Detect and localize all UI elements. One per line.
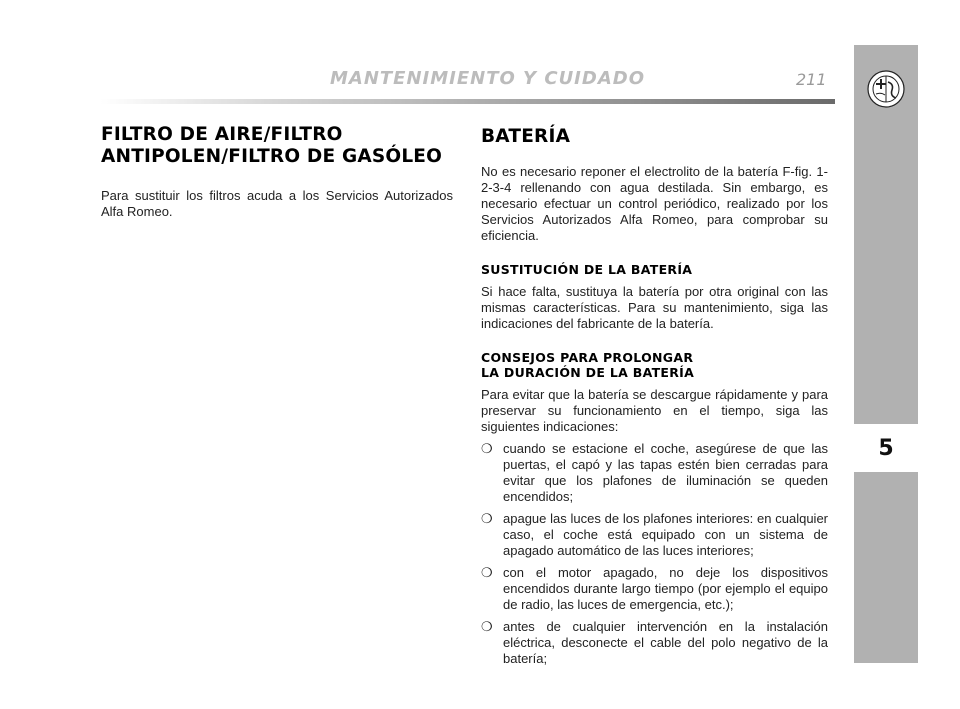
- heading-line: FILTRO DE AIRE/FILTRO: [101, 124, 343, 145]
- alfa-romeo-logo-icon: [867, 70, 905, 108]
- bullet-circle-icon: ❍: [481, 619, 493, 634]
- bullet-circle-icon: ❍: [481, 441, 493, 456]
- heading-line: ANTIPOLEN/FILTRO DE GASÓLEO: [101, 146, 443, 167]
- battery-intro-paragraph: No es necesario reponer el electrolito de la batería F-fig. 1-2-3-4 rellenando con agua destilada. Sin embargo, es necesario efectuar un control periódico, realizado por los Servicios Autorizados Alfa Romeo, para comprobar su eficiencia.: [481, 164, 828, 243]
- section-heading-filters: [101, 124, 453, 168]
- subheading-line: LA DURACIÓN DE LA BATERÍA: [481, 365, 695, 380]
- list-item-text: con el motor apagado, no deje los dispositivos encendidos durante largo tiempo (por ejemplo el equipo de radio, las luces de emergencia, etc.);: [503, 565, 828, 612]
- subheading-battery-replacement: SUSTITUCIÓN DE LA BATERÍA: [481, 262, 693, 277]
- running-header-title: MANTENIMIENTO Y CUIDADO: [330, 68, 645, 89]
- header-rule: [100, 99, 835, 104]
- list-item: [481, 619, 828, 667]
- list-item-text: cuando se estacione el coche, asegúrese de que las puertas, el capó y las tapas estén bien cerradas para evitar que los plafones de iluminación se queden encendidos;: [503, 441, 828, 504]
- subheading-line: CONSEJOS PARA PROLONGAR: [481, 350, 694, 365]
- right-column: [481, 124, 828, 673]
- section-heading-battery: BATERÍA: [481, 126, 571, 147]
- bullet-circle-icon: ❍: [481, 511, 493, 526]
- battery-replacement-paragraph: Si hace falta, sustituya la batería por otra original con las mismas características. Para su mantenimiento, siga las indicaciones del fabricante de la batería.: [481, 284, 828, 331]
- list-item-text: antes de cualquier intervención en la instalación eléctrica, desconecte el cable del polo negativo de la batería;: [503, 619, 828, 666]
- chapter-number-tab[interactable]: 5: [854, 424, 918, 472]
- list-item-text: apague las luces de los plafones interiores: en cualquier caso, el coche está equipado con un sistema de apagado automático de las luces interiores;: [503, 511, 828, 558]
- filters-paragraph: Para sustituir los filtros acuda a los Servicios Autorizados Alfa Romeo.: [101, 188, 453, 219]
- list-item: [481, 565, 828, 613]
- bullet-circle-icon: ❍: [481, 565, 493, 580]
- battery-tips-list: [481, 441, 828, 667]
- list-item: [481, 511, 828, 559]
- subheading-battery-tips: [481, 350, 828, 380]
- chapter-side-strip: [854, 45, 918, 663]
- list-item: [481, 441, 828, 505]
- battery-tips-paragraph: Para evitar que la batería se descargue rápidamente y para preservar su funcionamiento en el tiempo, siga las siguientes indicaciones:: [481, 387, 828, 434]
- page-number: 211: [796, 70, 827, 89]
- left-column: [101, 124, 453, 220]
